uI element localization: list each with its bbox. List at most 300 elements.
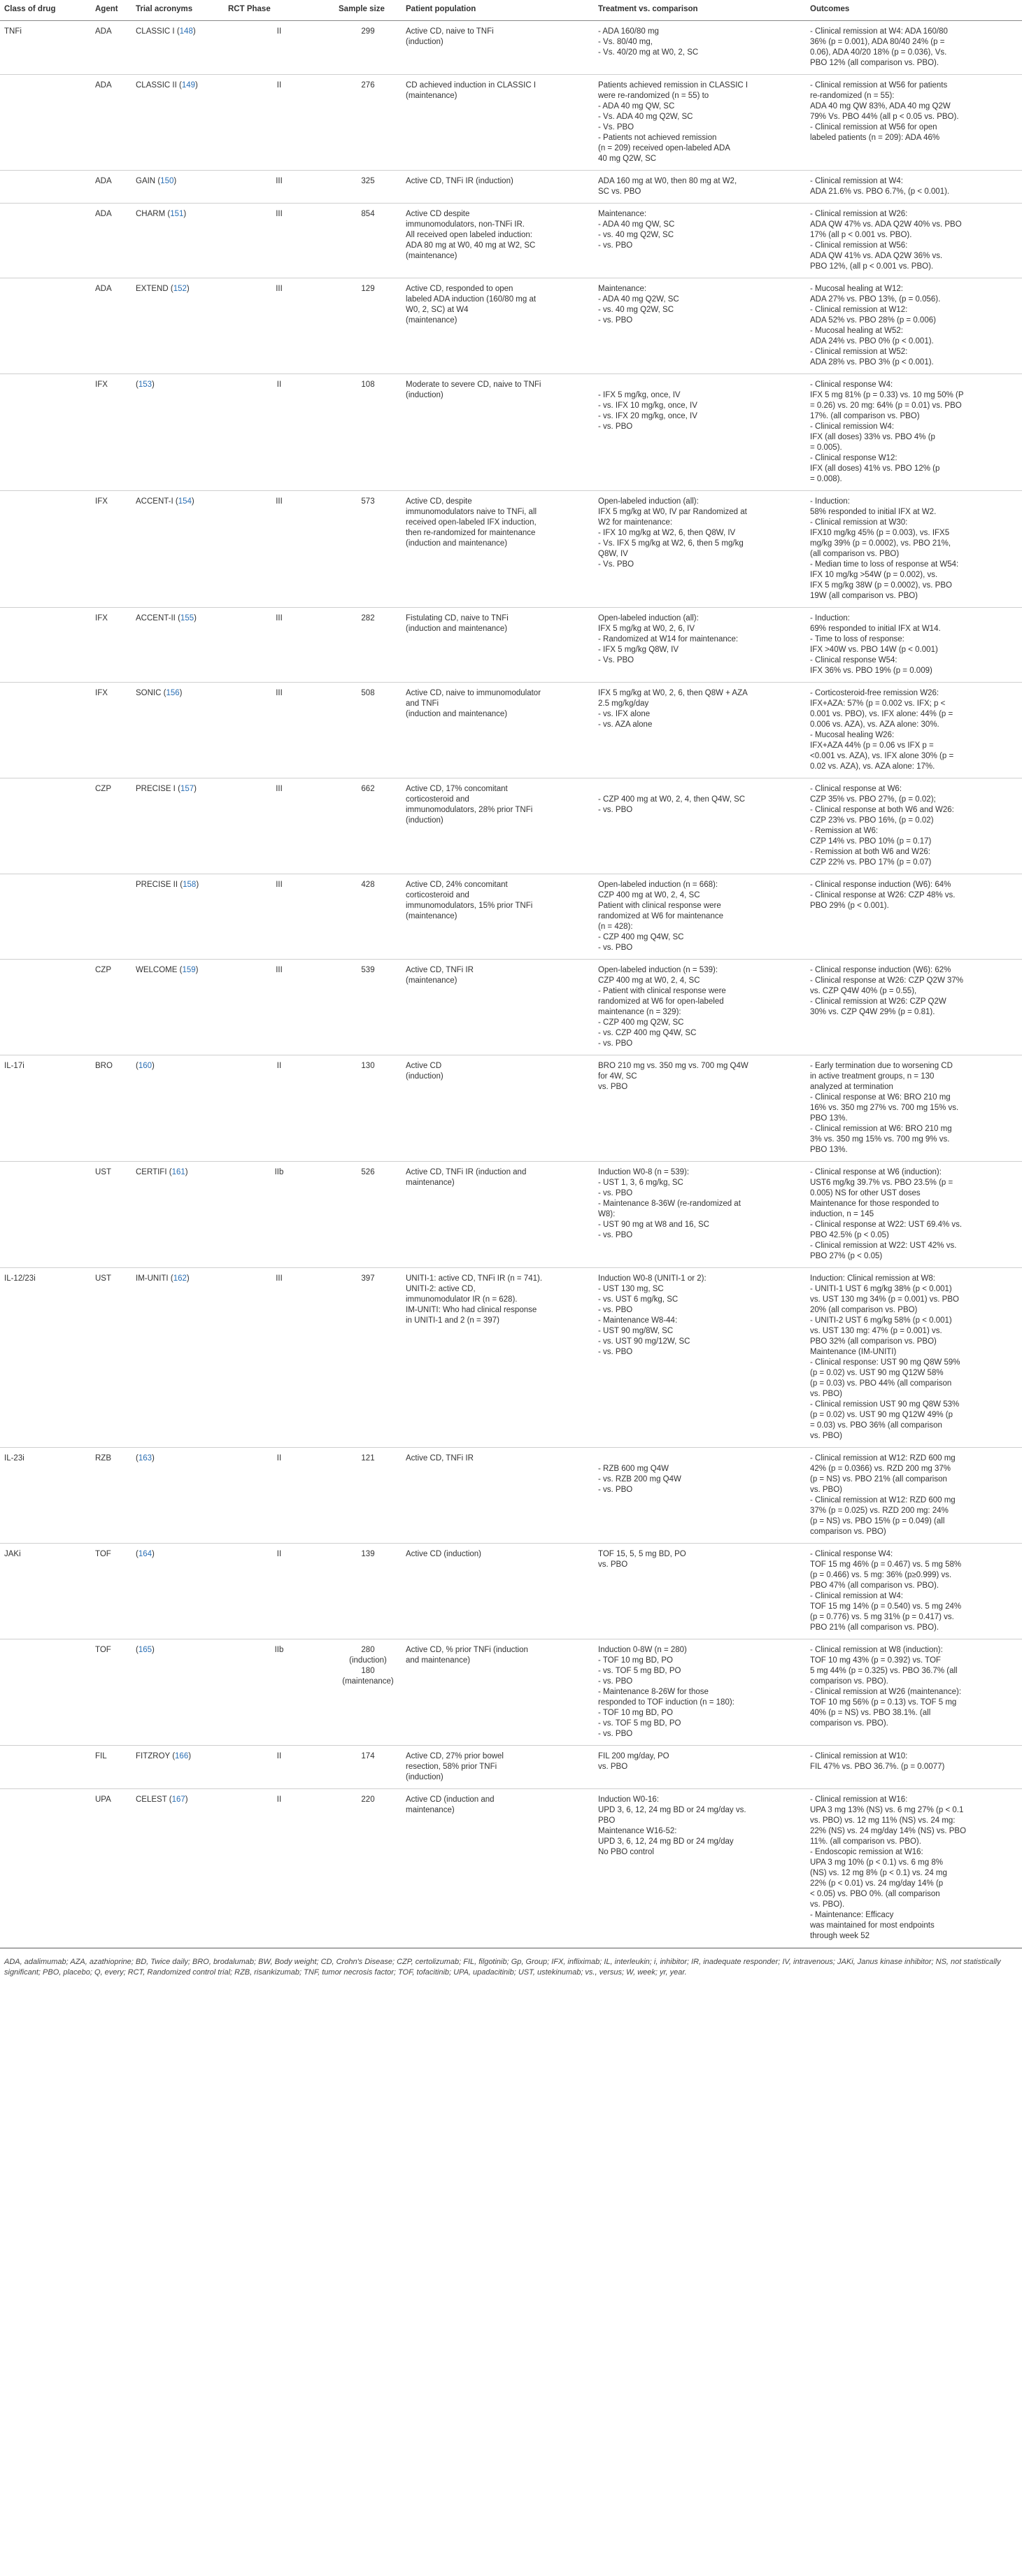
- trial-name: ACCENT-I: [136, 497, 173, 506]
- population-cell-line: immunomodulator IR (n = 628).: [406, 1295, 518, 1304]
- reference-link[interactable]: 161: [171, 1168, 185, 1176]
- trial-cell: CLASSIC I (148): [132, 21, 224, 75]
- trial-cell: (153): [132, 374, 224, 491]
- population-cell-line: Active CD, TNFi IR: [406, 966, 474, 974]
- outcomes-cell-line: (p = 0.03) vs. PBO 44% (all comparison: [810, 1379, 952, 1388]
- outcomes-cell-line: - Clinical response: UST 90 mg Q8W 59%: [810, 1358, 960, 1367]
- treatment-cell-line: IFX 5 mg/kg at W0, 2, 6, then Q8W + AZA: [598, 689, 748, 697]
- sample-size-cell: [334, 683, 402, 778]
- outcomes-cell-line: - Clinical response at W26: CZP Q2W 37%: [810, 976, 964, 985]
- outcomes-cell-line: (p = 0.02) vs. UST 90 mg Q12W 58%: [810, 1369, 944, 1377]
- sample-size-cell: [334, 278, 402, 374]
- drug-class-cell: [0, 278, 91, 374]
- treatment-cell-line: - Randomized at W14 for maintenance:: [598, 635, 739, 643]
- agent-cell: ADA: [91, 171, 132, 204]
- table-row: [0, 171, 1022, 204]
- agent-cell: CZP: [91, 778, 132, 874]
- sample-size-cell-line: (maintenance): [342, 1677, 394, 1686]
- population-cell-line: (maintenance): [406, 912, 457, 920]
- population-cell: [402, 778, 594, 874]
- sample-size-cell-line: 276: [361, 81, 375, 90]
- treatment-cell-line: Maintenance:: [598, 285, 647, 293]
- sample-size-cell: [334, 1746, 402, 1789]
- sample-size-cell-line: 573: [361, 497, 375, 506]
- outcomes-cell-line: - Clinical remission at W4: ADA 160/80: [810, 27, 948, 36]
- trial-name: ACCENT-II: [136, 614, 176, 622]
- header-outcomes: Outcomes: [806, 0, 1022, 21]
- outcomes-cell-line: comparison vs. PBO).: [810, 1677, 888, 1686]
- population-cell-line: Active CD, TNFi IR: [406, 1454, 474, 1463]
- outcomes-cell-line: comparison vs. PBO): [810, 1528, 886, 1536]
- trial-name: CLASSIC II: [136, 81, 177, 90]
- drug-class-cell: TNFi: [0, 21, 91, 75]
- treatment-cell-line: - vs. PBO: [598, 1189, 633, 1197]
- table-row: [0, 75, 1022, 171]
- treatment-cell: [594, 960, 806, 1055]
- phase-cell: III: [224, 683, 334, 778]
- phase-cell: III: [224, 960, 334, 1055]
- sample-size-cell-line: 180: [361, 1667, 375, 1675]
- treatment-cell-line: Open-labeled induction (all):: [598, 614, 699, 622]
- treatment-cell-line: - vs. PBO: [598, 944, 633, 952]
- population-cell-line: (maintenance): [406, 252, 457, 260]
- outcomes-cell-line: ADA 27% vs. PBO 13%, (p = 0.056).: [810, 295, 941, 304]
- outcomes-cell-line: - Corticosteroid-free remission W26:: [810, 689, 939, 697]
- outcomes-cell-line: TOF 15 mg 14% (p = 0.540) vs. 5 mg 24%: [810, 1602, 962, 1611]
- population-cell: [402, 1162, 594, 1268]
- sample-size-cell: [334, 21, 402, 75]
- outcomes-cell-line: vs. CZP Q4W 40% (p = 0.55),: [810, 987, 917, 995]
- trial-cell: CLASSIC II (149): [132, 75, 224, 171]
- population-cell-line: immunomodulators naive to TNFi, all: [406, 508, 537, 516]
- treatment-cell-line: - Patients not achieved remission: [598, 134, 717, 142]
- outcomes-cell-line: FIL 47% vs. PBO 36.7%. (p = 0.0077): [810, 1763, 945, 1771]
- outcomes-cell-line: 19W (all comparison vs. PBO): [810, 592, 918, 600]
- drug-class-cell: [0, 778, 91, 874]
- treatment-cell-line: - Vs. PBO: [598, 123, 634, 131]
- agent-cell: UST: [91, 1268, 132, 1448]
- population-cell-line: received open-labeled IFX induction,: [406, 518, 537, 527]
- outcomes-cell-line: (p = 0.466) vs. 5 mg: 36% (p≥0.999) vs.: [810, 1571, 952, 1579]
- outcomes-cell-line: - Mucosal healing at W12:: [810, 285, 903, 293]
- outcomes-cell-line: analyzed at termination: [810, 1083, 893, 1091]
- population-cell-line: (induction): [406, 1773, 443, 1781]
- outcomes-cell-line: - Clinical response at W26: CZP 48% vs.: [810, 891, 956, 899]
- treatment-cell-line: - vs. 40 mg Q2W, SC: [598, 306, 674, 314]
- outcomes-cell-line: ADA 28% vs. PBO 3% (p < 0.001).: [810, 358, 934, 367]
- treatment-cell: [594, 778, 806, 874]
- outcomes-cell-line: through week 52: [810, 1932, 870, 1940]
- treatment-cell-line: - vs. PBO: [598, 806, 633, 814]
- outcomes-cell-line: mg/kg 39% (p = 0.0002), vs. PBO 21%,: [810, 539, 951, 548]
- treatment-cell-line: - IFX 5 mg/kg, once, IV: [598, 391, 681, 399]
- outcomes-cell-line: - Clinical remission at W10:: [810, 1752, 908, 1760]
- trial-name: CERTIFI: [136, 1168, 167, 1176]
- trial-name: CHARM: [136, 210, 166, 218]
- agent-cell: IFX: [91, 491, 132, 608]
- population-cell-line: Active CD (induction): [406, 1550, 482, 1558]
- sample-size-cell: [334, 171, 402, 204]
- reference-link[interactable]: 160: [138, 1062, 152, 1070]
- outcomes-cell-line: = 0.008).: [810, 475, 842, 483]
- trial-cell: ACCENT-II (155): [132, 608, 224, 683]
- outcomes-cell-line: re-randomized (n = 55):: [810, 92, 895, 100]
- treatment-cell: [594, 1746, 806, 1789]
- agent-cell: BRO: [91, 1055, 132, 1162]
- sample-size-cell-line: 539: [361, 966, 375, 974]
- outcomes-cell-line: UPA 3 mg 13% (NS) vs. 6 mg 27% (p < 0.1: [810, 1806, 964, 1814]
- table-row: [0, 278, 1022, 374]
- outcomes-cell: [806, 683, 1022, 778]
- treatment-cell-line: - vs. UST 6 mg/kg, SC: [598, 1295, 679, 1304]
- population-cell: [402, 1544, 594, 1639]
- outcomes-cell-line: 40% (p = NS) vs. PBO 38.1%. (all: [810, 1709, 931, 1717]
- treatment-cell-line: - vs. PBO: [598, 1231, 633, 1239]
- reference-link[interactable]: 148: [179, 27, 193, 36]
- reference-link[interactable]: 153: [138, 380, 152, 389]
- table-row: [0, 874, 1022, 960]
- treatment-cell-line: Open-labeled induction (all):: [598, 497, 699, 506]
- outcomes-cell-line: 11%. (all comparison vs. PBO).: [810, 1837, 921, 1846]
- treatment-cell-line: - Vs. 40/20 mg at W0, 2, SC: [598, 48, 699, 57]
- trial-name: CELEST: [136, 1795, 167, 1804]
- treatment-cell-line: SC vs. PBO: [598, 187, 641, 196]
- treatment-cell-line: - ADA 40 mg Q2W, SC: [598, 295, 679, 304]
- outcomes-cell-line: IFX (all doses) 33% vs. PBO 4% (p: [810, 433, 935, 441]
- population-cell: [402, 1055, 594, 1162]
- treatment-cell-line: W2 for maintenance:: [598, 518, 673, 527]
- treatment-cell-line: - TOF 10 mg BD, PO: [598, 1709, 673, 1717]
- phase-cell: II: [224, 1448, 334, 1544]
- treatment-cell-line: IFX 5 mg/kg at W0, IV par Randomized at: [598, 508, 747, 516]
- treatment-cell-line: BRO 210 mg vs. 350 mg vs. 700 mg Q4W: [598, 1062, 748, 1070]
- agent-cell: RZB: [91, 1448, 132, 1544]
- population-cell: [402, 1268, 594, 1448]
- outcomes-cell: [806, 204, 1022, 278]
- trial-name: EXTEND: [136, 285, 169, 293]
- treatment-cell-line: vs. PBO: [598, 1763, 628, 1771]
- outcomes-cell: [806, 75, 1022, 171]
- outcomes-cell: [806, 1162, 1022, 1268]
- treatment-cell: [594, 278, 806, 374]
- population-cell: [402, 374, 594, 491]
- outcomes-cell-line: - Clinical remission at W8 (induction):: [810, 1646, 943, 1654]
- treatment-cell-line: CZP 400 mg at W0, 2, 4, SC: [598, 891, 700, 899]
- trial-cell: FITZROY (166): [132, 1746, 224, 1789]
- agent-cell: UPA: [91, 1789, 132, 1948]
- population-cell-line: W0, 2, SC) at W4: [406, 306, 469, 314]
- table-row: [0, 491, 1022, 608]
- outcomes-cell-line: IFX 10 mg/kg >54W (p = 0.002), vs.: [810, 571, 938, 579]
- population-cell-line: Active CD (induction and: [406, 1795, 495, 1804]
- reference-link[interactable]: 150: [160, 177, 174, 185]
- population-cell-line: All received open labeled induction:: [406, 231, 532, 239]
- outcomes-cell-line: CZP 22% vs. PBO 17% (p = 0.07): [810, 858, 932, 867]
- outcomes-cell-line: ADA 24% vs. PBO 0% (p < 0.001).: [810, 337, 934, 346]
- outcomes-cell-line: (p = 0.776) vs. 5 mg 31% (p = 0.417) vs.: [810, 1613, 954, 1621]
- sample-size-cell: [334, 75, 402, 171]
- treatment-cell-line: Induction W0-8 (UNITI-1 or 2):: [598, 1274, 707, 1283]
- treatment-cell-line: vs. PBO: [598, 1560, 628, 1569]
- drug-class-cell: [0, 374, 91, 491]
- treatment-cell-line: randomized at W6 for maintenance: [598, 912, 723, 920]
- outcomes-cell-line: 22% (NS) vs. 24 mg/day 14% (NS) vs. PBO: [810, 1827, 967, 1835]
- treatment-cell-line: were re-randomized (n = 55) to: [598, 92, 709, 100]
- population-cell: [402, 1639, 594, 1746]
- treatment-cell: [594, 1544, 806, 1639]
- trial-cell: CERTIFI (161): [132, 1162, 224, 1268]
- reference-link[interactable]: 155: [180, 614, 194, 622]
- drug-class-cell: [0, 491, 91, 608]
- table-row: [0, 1639, 1022, 1746]
- treatment-cell-line: - vs. PBO: [598, 241, 633, 250]
- sample-size-cell-line: 108: [361, 380, 375, 389]
- population-cell: [402, 608, 594, 683]
- agent-cell: ADA: [91, 204, 132, 278]
- outcomes-cell-line: Maintenance for those responded to: [810, 1200, 939, 1208]
- population-cell-line: (induction): [406, 816, 443, 825]
- outcomes-cell-line: - Clinical remission at W6: BRO 210 mg: [810, 1125, 952, 1133]
- outcomes-cell-line: - Clinical response at W22: UST 69.4% vs.: [810, 1221, 963, 1229]
- population-cell: [402, 874, 594, 960]
- table-row: [0, 21, 1022, 75]
- treatment-cell-line: W8):: [598, 1210, 616, 1218]
- outcomes-cell-line: (NS) vs. 12 mg 8% (p < 0.1) vs. 24 mg: [810, 1869, 947, 1877]
- reference-link[interactable]: 154: [178, 497, 192, 506]
- outcomes-cell-line: 69% responded to initial IFX at W14.: [810, 625, 941, 633]
- phase-cell: IIb: [224, 1162, 334, 1268]
- agent-cell: CZP: [91, 960, 132, 1055]
- treatment-cell-line: - ADA 160/80 mg: [598, 27, 659, 36]
- reference-link[interactable]: 149: [181, 81, 196, 90]
- table-row: [0, 1789, 1022, 1948]
- population-cell-line: (induction): [406, 38, 443, 46]
- outcomes-cell-line: - UNITI-1 UST 6 mg/kg 38% (p < 0.001): [810, 1285, 952, 1293]
- treatment-cell-line: Open-labeled induction (n = 668):: [598, 881, 718, 889]
- treatment-cell-line: - UST 130 mg, SC: [598, 1285, 664, 1293]
- treatment-cell-line: - vs. PBO: [598, 1348, 633, 1356]
- treatment-cell-line: [598, 784, 802, 795]
- table-row: [0, 1448, 1022, 1544]
- reference-link[interactable]: 158: [183, 881, 197, 889]
- drug-class-cell: [0, 683, 91, 778]
- outcomes-cell: [806, 171, 1022, 204]
- outcomes-cell-line: PBO 12% (all comparison vs. PBO).: [810, 59, 939, 67]
- drug-class-cell: IL-23i: [0, 1448, 91, 1544]
- population-cell-line: in UNITI-1 and 2 (n = 397): [406, 1316, 499, 1325]
- trial-name: PRECISE II: [136, 881, 178, 889]
- sample-size-cell-line: 129: [361, 285, 375, 293]
- treatment-cell: [594, 1639, 806, 1746]
- population-cell-line: Fistulating CD, naive to TNFi: [406, 614, 509, 622]
- drug-class-cell: IL-17i: [0, 1055, 91, 1162]
- outcomes-cell: [806, 278, 1022, 374]
- outcomes-cell-line: ADA QW 47% vs. ADA Q2W 40% vs. PBO: [810, 220, 962, 229]
- outcomes-cell-line: IFX (all doses) 41% vs. PBO 12% (p: [810, 464, 940, 473]
- outcomes-cell-line: IFX10 mg/kg 45% (p = 0.003), vs. IFX5: [810, 529, 950, 537]
- drug-class-cell: [0, 75, 91, 171]
- phase-cell: III: [224, 278, 334, 374]
- population-cell-line: immunomodulators, 15% prior TNFi: [406, 902, 533, 910]
- table-row: [0, 1162, 1022, 1268]
- outcomes-cell: [806, 608, 1022, 683]
- outcomes-cell-line: IFX 5 mg/kg 38W (p = 0.0002), vs. PBO: [810, 581, 952, 590]
- outcomes-cell-line: ADA 21.6% vs. PBO 6.7%, (p < 0.001).: [810, 187, 950, 196]
- table-footnote: ADA, adalimumab; AZA, azathioprine; BD, Twice daily; BRO, brodalumab; BW, Body weight; CD, Crohn's Disease; CZP, certolizumab; FIL, filgotinib; Gp, Group; IFX, infliximab; IL, interleukin; i, inhibitor; IR, inadequate responder; IV, intravenous; JAKi, Janus kinase inhibitor; NS, not statistically significant; PBO, placebo; Q, every; RCT, Randomized control trial; RZB, risankizumab; TNF, tumor necrosis factor; TOF, tofacitinib; UPA, upadacitinib; UST, ustekinumab; vs., versus; W, week; yr, year.: [0, 1948, 1022, 1985]
- treatment-cell-line: - vs. PBO: [598, 1306, 633, 1314]
- treatment-cell-line: 40 mg Q2W, SC: [598, 155, 657, 163]
- treatment-cell: [594, 1268, 806, 1448]
- outcomes-cell-line: IFX+AZA: 57% (p = 0.002 vs. IFX; p <: [810, 699, 946, 708]
- sample-size-cell-line: 526: [361, 1168, 375, 1176]
- outcomes-cell-line: - Clinical remission at W56 for open: [810, 123, 937, 131]
- outcomes-cell-line: IFX+AZA 44% (p = 0.06 vs IFX p =: [810, 741, 934, 750]
- agent-cell: IFX: [91, 374, 132, 491]
- outcomes-cell-line: IFX 36% vs. PBO 19% (p = 0.009): [810, 667, 932, 675]
- population-cell-line: UNITI-2: active CD,: [406, 1285, 476, 1293]
- trial-name: CLASSIC I: [136, 27, 175, 36]
- treatment-cell-line: responded to TOF induction (n = 180):: [598, 1698, 734, 1707]
- outcomes-cell-line: vs. PBO).: [810, 1900, 845, 1909]
- treatment-cell: [594, 874, 806, 960]
- sample-size-cell-line: 325: [361, 177, 375, 185]
- outcomes-cell-line: 0.001 vs. PBO), vs. IFX alone: 44% (p =: [810, 710, 953, 718]
- treatment-cell-line: - Vs. PBO: [598, 656, 634, 664]
- outcomes-cell-line: - Clinical remission at W4:: [810, 1592, 903, 1600]
- drug-class-cell: [0, 1746, 91, 1789]
- treatment-cell-line: randomized at W6 for open-labeled: [598, 997, 724, 1006]
- treatment-cell-line: [598, 1453, 802, 1464]
- phase-cell: III: [224, 491, 334, 608]
- header-row: [0, 0, 1022, 21]
- outcomes-cell-line: CZP 35% vs. PBO 27%, (p = 0.02);: [810, 795, 936, 804]
- header-sample-size: Sample size: [334, 0, 402, 21]
- outcomes-cell-line: vs. UST 130 mg: 47% (p = 0.001) vs.: [810, 1327, 942, 1335]
- outcomes-cell-line: CZP 23% vs. PBO 16%, (p = 0.02): [810, 816, 934, 825]
- reference-link[interactable]: 151: [170, 210, 184, 218]
- trial-name: FITZROY: [136, 1752, 170, 1760]
- treatment-cell: [594, 75, 806, 171]
- outcomes-cell-line: - Clinical response W54:: [810, 656, 897, 664]
- treatment-cell-line: - ADA 40 mg QW, SC: [598, 220, 675, 229]
- table-row: [0, 1268, 1022, 1448]
- phase-cell: II: [224, 75, 334, 171]
- treatment-cell: [594, 1055, 806, 1162]
- population-cell-line: (induction): [406, 1072, 443, 1081]
- treatment-cell-line: (n = 209) received open-labeled ADA: [598, 144, 730, 152]
- outcomes-cell-line: 0.005) NS for other UST doses: [810, 1189, 921, 1197]
- outcomes-cell-line: - Clinical response at W6:: [810, 785, 902, 793]
- drug-class-cell: [0, 204, 91, 278]
- treatment-cell-line: - vs. IFX alone: [598, 710, 651, 718]
- outcomes-cell-line: - Median time to loss of response at W54:: [810, 560, 959, 569]
- trial-cell: SONIC (156): [132, 683, 224, 778]
- outcomes-cell-line: 22% (p < 0.01) vs. 24 mg/day 14% (p: [810, 1879, 944, 1888]
- treatment-cell-line: - vs. PBO: [598, 1486, 633, 1494]
- treatment-cell-line: Patient with clinical response were: [598, 902, 721, 910]
- population-cell-line: (induction and maintenance): [406, 539, 508, 548]
- sample-size-cell: [334, 204, 402, 278]
- outcomes-cell-line: - Remission at W6:: [810, 827, 879, 835]
- sample-size-cell: [334, 1055, 402, 1162]
- outcomes-cell: [806, 1268, 1022, 1448]
- reference-link[interactable]: 157: [180, 785, 194, 793]
- outcomes-cell-line: - Maintenance: Efficacy: [810, 1911, 894, 1919]
- treatment-cell-line: - vs. PBO: [598, 1039, 633, 1048]
- population-cell-line: maintenance): [406, 1806, 455, 1814]
- trial-cell: PRECISE I (157): [132, 778, 224, 874]
- outcomes-cell-line: vs. PBO): [810, 1486, 843, 1494]
- population-cell-line: (induction and maintenance): [406, 710, 508, 718]
- population-cell-line: (induction and maintenance): [406, 625, 508, 633]
- population-cell: [402, 960, 594, 1055]
- reference-link[interactable]: 163: [138, 1454, 152, 1463]
- treatment-cell: [594, 374, 806, 491]
- outcomes-cell-line: - Clinical remission at W4:: [810, 177, 903, 185]
- sample-size-cell: [334, 778, 402, 874]
- sample-size-cell: [334, 374, 402, 491]
- treatment-cell-line: - Maintenance W8-44:: [598, 1316, 678, 1325]
- reference-link[interactable]: 159: [182, 966, 196, 974]
- reference-link[interactable]: 152: [173, 285, 187, 293]
- treatment-cell-line: - vs. UST 90 mg/12W, SC: [598, 1337, 690, 1346]
- outcomes-cell: [806, 960, 1022, 1055]
- population-cell-line: maintenance): [406, 1179, 455, 1187]
- treatment-cell: [594, 1789, 806, 1948]
- treatment-cell-line: - vs. PBO: [598, 1677, 633, 1686]
- outcomes-cell-line: - Clinical remission W4:: [810, 422, 895, 431]
- outcomes-cell-line: comparison vs. PBO).: [810, 1719, 888, 1728]
- phase-cell: II: [224, 374, 334, 491]
- table-row: [0, 374, 1022, 491]
- treatment-cell-line: - vs. AZA alone: [598, 720, 653, 729]
- outcomes-cell-line: - Clinical response W12:: [810, 454, 897, 462]
- reference-link[interactable]: 165: [138, 1646, 152, 1654]
- treatment-cell-line: - UST 1, 3, 6 mg/kg, SC: [598, 1179, 683, 1187]
- table-row: [0, 608, 1022, 683]
- phase-cell: III: [224, 204, 334, 278]
- sample-size-cell: [334, 1789, 402, 1948]
- reference-link[interactable]: 156: [166, 689, 180, 697]
- sample-size-cell-line: 220: [361, 1795, 375, 1804]
- reference-link[interactable]: 166: [175, 1752, 189, 1760]
- treatment-cell-line: - Maintenance 8-26W for those: [598, 1688, 709, 1696]
- outcomes-cell-line: 30% vs. CZP Q4W 29% (p = 0.81).: [810, 1008, 935, 1016]
- outcomes-cell-line: 42% (p = 0.0366) vs. RZD 200 mg 37%: [810, 1465, 951, 1473]
- phase-cell: II: [224, 21, 334, 75]
- reference-link[interactable]: 167: [171, 1795, 185, 1804]
- outcomes-cell-line: - Clinical remission UST 90 mg Q8W 53%: [810, 1400, 960, 1409]
- treatment-cell-line: - vs. IFX 10 mg/kg, once, IV: [598, 401, 697, 410]
- treatment-cell-line: - ADA 40 mg QW, SC: [598, 102, 675, 111]
- drug-class-cell: [0, 608, 91, 683]
- treatment-cell-line: (n = 428):: [598, 923, 633, 931]
- table-row: [0, 204, 1022, 278]
- outcomes-cell-line: - Clinical remission at W12: RZD 600 mg: [810, 1454, 956, 1463]
- treatment-cell-line: Maintenance W16-52:: [598, 1827, 677, 1835]
- trial-name: PRECISE I: [136, 785, 176, 793]
- drug-class-cell: [0, 1639, 91, 1746]
- sample-size-cell-line: 174: [361, 1752, 375, 1760]
- reference-link[interactable]: 164: [138, 1550, 152, 1558]
- treatment-cell-line: - vs. PBO: [598, 316, 633, 325]
- sample-size-cell: [334, 1544, 402, 1639]
- sample-size-cell-line: 121: [361, 1454, 375, 1463]
- reference-link[interactable]: 162: [173, 1274, 187, 1283]
- drug-class-cell: [0, 874, 91, 960]
- outcomes-cell-line: - Clinical remission at W16:: [810, 1795, 908, 1804]
- population-cell-line: Active CD, responded to open: [406, 285, 513, 293]
